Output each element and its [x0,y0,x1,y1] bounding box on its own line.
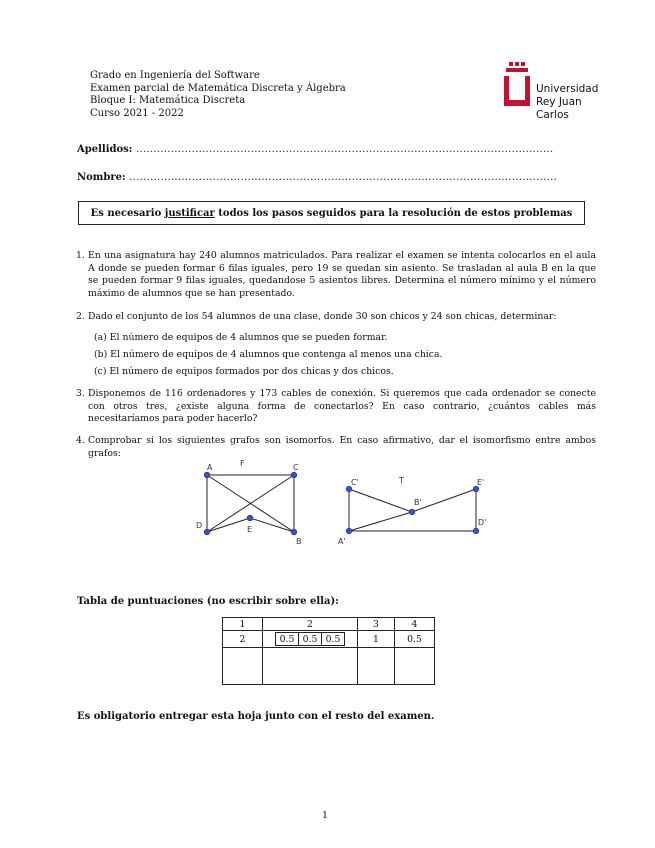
graph-1-vertex-c [291,472,297,478]
score-value-2b: 0.5 [299,633,322,646]
graph-1-label-e: E [247,525,253,534]
problem-number: 1. [76,250,85,261]
graph-2-title: T [399,476,404,485]
graph-1 [207,475,294,532]
apellidos-label: Apellidos: [77,144,133,155]
graph-2-vertex-b [409,509,415,515]
score-table [222,617,435,685]
problem-2-item-c: (c) El número de equipos formados por dos chicas y dos chicos. [94,366,394,377]
nombre-dots: ........................................................................................................................... [129,172,558,183]
graph-2-label-e: E' [477,478,485,487]
graph-2-label-b: B' [414,498,422,507]
graph-1-label-a: A [207,463,213,472]
notice-before: Es necesario [90,207,165,219]
justify-notice [78,201,585,225]
header-line-degree: Grado en Ingeniería del Software [90,70,260,81]
graph-1-vertex-b [291,529,297,535]
score-value-1: 2 [223,631,263,648]
graph-2-vertex-d [473,528,479,534]
score-value-2a: 0.5 [276,633,299,646]
graph-1-vertex-a [204,472,210,478]
score-table-title: Tabla de puntuaciones (no escribir sobre ella): [77,596,339,607]
page-number: 1 [322,810,329,821]
score-blank-4 [395,648,435,685]
score-header-4: 4 [395,618,435,631]
score-blank-2 [263,648,358,685]
problem-2 [76,311,596,324]
graph-1-vertex-d [204,529,210,535]
logo-text-line2: Rey Juan Carlos [536,96,582,121]
problem-1 [76,250,596,300]
graph-2-label-a: A' [338,537,346,546]
mandatory-return-note: Es obligatorio entregar esta hoja junto con el resto del examen. [77,711,435,722]
graph-2-label-c: C' [351,478,359,487]
score-value-2c: 0.5 [322,633,345,646]
graphs-figure [190,455,500,550]
problem-number: 2. [76,311,85,322]
university-logo [500,62,610,121]
problem-text: Comprobar si los siguientes grafos son isomorfos. En caso afirmativo, dar el isomorfismo entre ambos grafos: [88,435,596,459]
graph-1-title: F [240,459,245,468]
notice-after: todos los pasos seguidos para la resolución de estos problemas [214,207,573,219]
graph-2-vertex-a [346,528,352,534]
problem-2-item-b: (b) El número de equipos de 4 alumnos que contenga al menos una chica. [94,349,443,360]
score-value-4: 0.5 [395,631,435,648]
graph-1-label-c: C [293,463,299,472]
apellidos-field[interactable] [77,144,553,155]
graph-1-vertex-e [247,515,253,521]
score-header-3: 3 [358,618,395,631]
score-value-2 [263,631,358,648]
problem-text: En una asignatura hay 240 alumnos matriculados. Para realizar el examen se intenta colocarlos en el aula A donde se pueden formar 6 filas iguales, pero 19 se quedan sin asiento. Se trasladan al aula B en la que se pueden formar 9 filas iguales, quedandose 5 asientos libres. Determina el número mínimo y el número máximo de alumnos que se han presentado. [88,250,596,299]
score-blank-1 [223,648,263,685]
problem-text: Dado el conjunto de los 54 alumnos de una clase, donde 30 son chicos y 24 son chicas, determinar: [88,311,557,322]
header-line-exam: Examen parcial de Matemática Discreta y Álgebra [90,82,346,94]
logo-text-line1: Universidad [536,83,599,95]
graph-1-label-b: B [296,537,302,546]
header-line-block: Bloque I: Matemática Discreta [90,95,246,106]
graph-2-vertex-e [473,486,479,492]
score-header-2: 2 [263,618,358,631]
problem-3 [76,388,596,426]
header-line-course: Curso 2021 - 2022 [90,107,184,119]
apellidos-dots: ........................................................................................................................ [135,144,554,155]
problem-2-item-a: (a) El número de equipos de 4 alumnos que se pueden formar. [94,332,388,343]
graph-2-label-d: D' [478,518,487,527]
notice-underlined: justificar [164,207,215,219]
nombre-label: Nombre: [77,172,126,183]
problem-number: 4. [76,435,85,446]
problem-number: 3. [76,388,85,399]
graph-1-label-d: D [196,521,203,530]
score-blank-3 [358,648,395,685]
urjc-emblem-icon [500,62,536,116]
score-value-3: 1 [358,631,395,648]
exam-header [90,70,346,120]
problem-text: Disponemos de 116 ordenadores y 173 cables de conexión. Si queremos que cada ordenador se conecte con otros tres, ¿existe alguna forma de conectarlos? En caso contrario, ¿cuántos cables más necesitaríamos para poder hacerlo? [88,388,596,424]
nombre-field[interactable] [77,172,557,183]
score-header-1: 1 [223,618,263,631]
graph-2-vertex-c [346,486,352,492]
